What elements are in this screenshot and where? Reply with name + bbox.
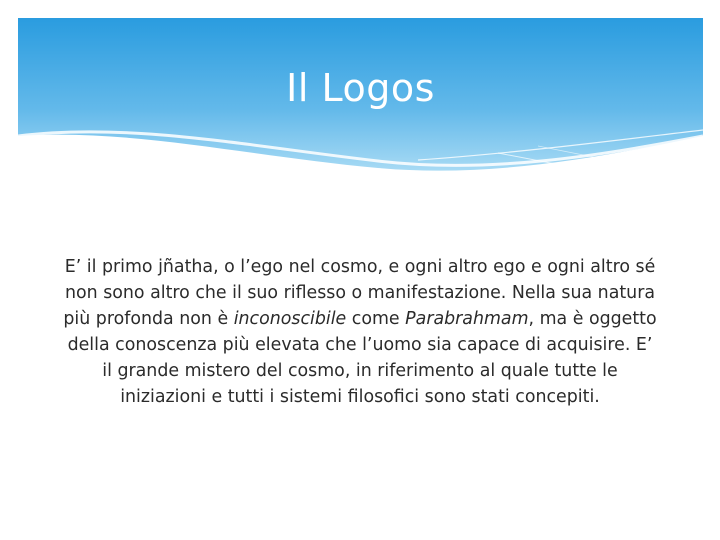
slide-body-text <box>62 254 658 410</box>
body-text-part-3: , ma è oggetto della conoscenza più elevata che l’uomo sia capace di acquisire. E’ il grande mistero del cosmo, in riferimento al quale tutte le iniziazioni e tutti i sistemi filosofici sono stati concepiti. <box>67 309 657 407</box>
title-banner <box>18 18 703 198</box>
slide-title: Il Logos <box>286 66 435 110</box>
body-emphasis-inconoscibile: inconoscibile <box>233 309 347 329</box>
body-emphasis-parabrahmam: Parabrahmam <box>405 309 529 329</box>
body-text-part-1: E’ il primo jñatha, o l’ego nel cosmo, e ogni altro ego e ogni altro sé non sono altro che il suo riflesso o manifestazione. Nella sua natura più profonda non è <box>63 257 656 329</box>
body-text-part-2: come <box>346 309 406 329</box>
